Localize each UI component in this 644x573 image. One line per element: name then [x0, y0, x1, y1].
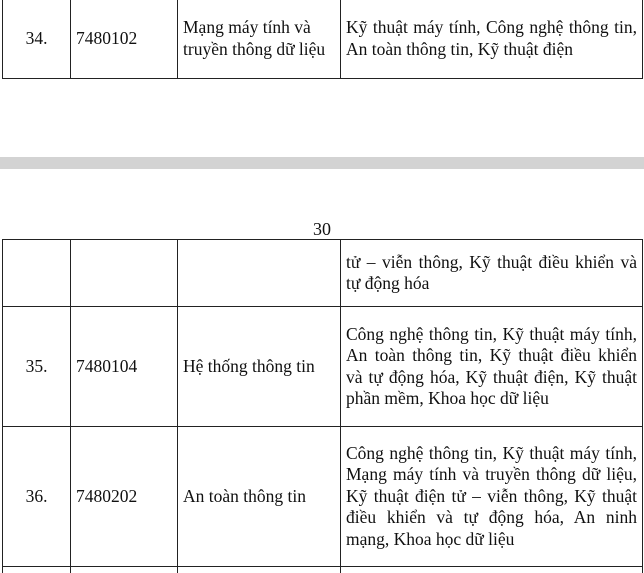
- program-code: 7480202: [71, 427, 178, 567]
- program-table-bottom: [2, 239, 643, 573]
- table-row: [3, 0, 643, 79]
- program-code: [71, 240, 178, 307]
- program-name: An toàn thông tin: [178, 427, 341, 567]
- table-row: [3, 307, 643, 427]
- table-row-cutoff: [3, 567, 643, 573]
- page-fragment-bottom: [0, 169, 644, 573]
- related-programs: Công nghệ thông tin, Kỹ thuật máy tính, An toàn thông tin, Kỹ thuật điều khiển và tự động hóa, Kỹ thuật điện, Kỹ thuật phần mềm, Khoa học dữ liệu: [341, 307, 643, 427]
- page-separator: [0, 157, 644, 169]
- program-name: [178, 240, 341, 307]
- related-programs: Kỹ thuật máy tính, Công nghệ thông tin, An toàn thông tin, Kỹ thuật điện: [341, 0, 643, 79]
- program-table-top: [2, 0, 643, 79]
- row-number: [3, 567, 71, 573]
- program-code: [71, 567, 178, 573]
- table-row: [3, 427, 643, 567]
- related-programs: tử – viễn thông, Kỹ thuật điều khiển và tự động hóa: [341, 240, 643, 307]
- table-row-continuation: [3, 240, 643, 307]
- program-name: [178, 567, 341, 573]
- row-number: [3, 240, 71, 307]
- program-code: 7480104: [71, 307, 178, 427]
- program-name: Hệ thống thông tin: [178, 307, 341, 427]
- row-number: 34.: [3, 0, 71, 79]
- page-fragment-top: [0, 0, 644, 157]
- row-number: 36.: [3, 427, 71, 567]
- related-programs: [341, 567, 643, 573]
- row-number: 35.: [3, 307, 71, 427]
- program-code: 7480102: [71, 0, 178, 79]
- related-programs: Công nghệ thông tin, Kỹ thuật máy tính, Mạng máy tính và truyền thông dữ liệu, Kỹ thuật điện tử – viễn thông, Kỹ thuật điều khiển và tự động hóa, An ninh mạng, Khoa học dữ liệu: [341, 427, 643, 567]
- program-name: Mạng máy tính và truyền thông dữ liệu: [178, 0, 341, 79]
- page-number: 30: [313, 219, 331, 239]
